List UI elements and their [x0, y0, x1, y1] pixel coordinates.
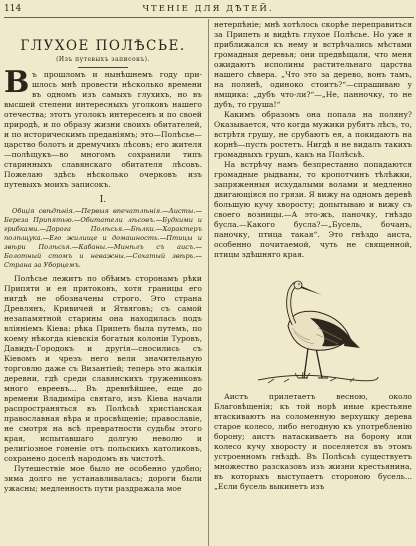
body-paragraph-r3: На встрѣчу намъ безпрестанно попадаются громадные рыдваны, то кропотчинъ тѣлѣжки, запряженныя исхудалыми волами и медленно двигающіяся по грязи. Я вижу на одномъ деревѣ большую кучу хворосту; допытываю и вижу съ своего возницы.—А это-жъ, паночку, гнѣздо бусла.—Какого бусла?—„Бусель, бочанъ, паночку, птица такая“. Это гнѣздо аиста, особенно почитаемой, чуть не священной, птицы здѣшняго края.: [214, 160, 412, 259]
section-summary: Общія свѣдѣнія.—Первыя впечатлѣнія.—Аисты.—Береза Припятью.—Обитатели лѣсовъ.—Будкими и грибками.—Дорога Полѣсья.—Бѣлки.—Характеръ полѣщука.—Его жилище и домашность.—Птицы и звѣри Полѣсья.—Кабаны.—Минѣлъ съ аисъ.—Болотный стомъ и неважны.—Сохатый звѣрь.—Страна за Уборцемъ.: [4, 207, 202, 269]
body-paragraph-3: Путешествіе мое было не особенно удобно; зима долго не устанавливалась; дороги были ужасны; медленность пути раздражала мое: [4, 464, 202, 493]
stork-engraving-icon: [238, 268, 388, 386]
column-divider: [208, 19, 209, 546]
article-title: ГЛУХОЕ ПОЛѢСЬЕ.: [20, 38, 186, 54]
header-rule: [4, 17, 414, 18]
body-paragraph-r2: Какимъ образомъ она попала на поляну? Оказывается, что когда мужики рубятъ лѣсъ, то, встрѣтя грушу, не срубаютъ ея, а покидаютъ на корнѣ—пусть ростетъ. Нигдѣ я не видалъ такихъ громадныхъ грушъ, какъ на Полѣсьѣ.: [214, 110, 412, 159]
body-paragraph-r1: нетерпѣніе; мнѣ хотѣлось скорѣе переправиться за Припеть и видѣть глухое Полѣсье. Но уже я приближался къ нему и встрѣчались мѣстами громадныя деревья; они предвѣщали, что меня ожидаютъ исполины растительнаго царства нашего сѣвера. „Что это за дерево, вонъ тамъ, на полянѣ, одиноко стоитъ?“—спрашиваю у ямщика: „дубъ что-ли?“—„Не, панночку, то не дубъ, то груша!“: [214, 20, 412, 109]
right-column: [214, 20, 412, 546]
running-header: ЧТЕНІЕ ДЛЯ ДѢТЕЙ.: [142, 4, 274, 14]
section-numeral: I.: [99, 195, 107, 205]
body-paragraph-r4: Аистъ прилетаетъ весною, около Благовѣщенія; къ той норѣ иные крестьяне втаскиваютъ на соломенную верхушку дерева старое колесо, либо негодную къ употребленію борону; аистъ натаскиваетъ на борону или колесо кучу хворосту и поселяется въ этомъ устроенномъ гнѣздѣ. Въ Полѣсьѣ существуетъ множество разсказовъ изъ жизни крестьянина, въ которыхъ выступаетъ стороною бусель... „Если бусель выкинетъ изъ: [214, 392, 412, 491]
intro-text: ъ прошломъ и нынѣшнемъ году при-шлось мнѣ провести нѣсколько времени въ одномъ изъ самыхъ глухихъ, но въ высшей степени интересныхъ уголковъ нашего отечества; этотъ уголокъ интересенъ и по своей природѣ, и по образу жизни своихъ обитателей, и по историческимъ преданіямъ; это—Полѣсье—царство болотъ и дремучихъ лѣсовъ; его жителя—полѣщукъ—во многомъ сохранили типъ старинныхъ славянскаго обитателя лѣсовъ. Пожелаю здѣсь нѣсколько очерковъ изъ путевыхъ моихъ записокъ.: [4, 70, 202, 189]
drop-cap-letter: В: [4, 65, 30, 100]
intro-paragraph: [4, 65, 202, 190]
body-paragraph-2: Полѣсье лежитъ по обѣимъ сторонамъ рѣки Припяти и ея притоковъ, хотя границы его нигдѣ не обозначены строго. Это страна Древлянъ, Кривичей и Ятвяговъ; съ самой незапамятной старины она находилась подъ вліяніемъ Кіева: рѣка Припеть была путемъ, по коему нѣкогда кіевскія богатыя колоніи Туровъ, Давидъ-Городокъ и другія—сносились съ Кіевомъ и чрезъ него вели значительную торговлю даже съ Византіей; теперь это жалкія деревни, гдѣ среди славянскихъ тружениковъ много евреевъ... Въ древнѣйшее, еще до времени Владиміра святаго, изъ Кіева начали распространяться въ Полѣсьѣ христіанская православная вѣра и просвѣщеніе; православіе, не смотря на всѣ превратности судьбы этого края, испытавшаго долгую неволю и религіозное гоненіе отъ польскихъ католиковъ, сохранено доселѣ народомъ въ чистотѣ.: [4, 274, 202, 463]
left-column: [4, 20, 202, 546]
page-number: 114: [4, 4, 22, 14]
drop-cap: [4, 65, 30, 100]
article-subtitle: (Изъ путевыхъ записокъ).: [56, 56, 150, 63]
title-rule: [78, 67, 128, 68]
